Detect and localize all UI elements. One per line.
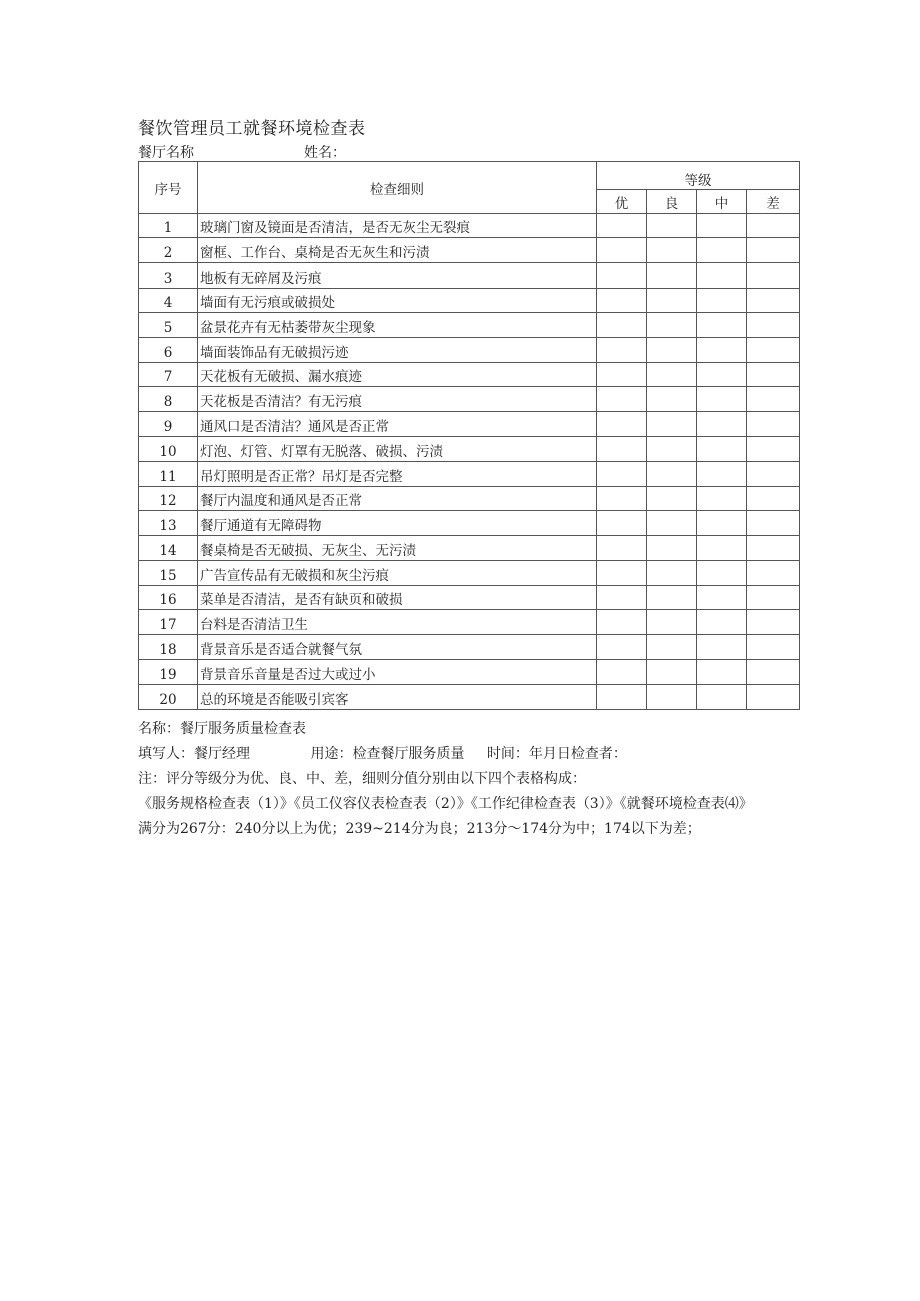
grade-cell-poor[interactable] xyxy=(747,660,800,685)
grade-cell-good[interactable] xyxy=(647,561,697,586)
grade-cell-average[interactable] xyxy=(697,660,747,685)
row-number: 10 xyxy=(139,437,198,462)
row-number: 3 xyxy=(139,263,198,289)
row-item: 墙面装饰品有无破损污迹 xyxy=(198,338,597,363)
inspection-table xyxy=(138,161,800,710)
restaurant-name-field[interactable] xyxy=(198,145,302,162)
grade-cell-average[interactable] xyxy=(697,536,747,561)
row-item: 墙面有无污痕或破损处 xyxy=(198,289,597,313)
header-grade-good: 良 xyxy=(647,190,697,214)
table-row xyxy=(139,660,800,685)
grade-cell-poor[interactable] xyxy=(747,387,800,412)
table-row xyxy=(139,214,800,238)
grade-cell-excellent[interactable] xyxy=(597,561,647,586)
grade-cell-good[interactable] xyxy=(647,263,697,289)
table-row xyxy=(139,437,800,462)
grade-cell-average[interactable] xyxy=(697,313,747,338)
grade-cell-excellent[interactable] xyxy=(597,412,647,437)
grade-cell-good[interactable] xyxy=(647,536,697,561)
row-item: 天花板有无破损、漏水痕迹 xyxy=(198,363,597,387)
grade-cell-excellent[interactable] xyxy=(597,660,647,685)
grade-cell-excellent[interactable] xyxy=(597,685,647,710)
table-row xyxy=(139,412,800,437)
row-number: 5 xyxy=(139,313,198,338)
table-row xyxy=(139,561,800,586)
grade-cell-excellent[interactable] xyxy=(597,289,647,313)
row-item: 背景音乐音量是否过大或过小 xyxy=(198,660,597,685)
grade-cell-poor[interactable] xyxy=(747,586,800,610)
row-item: 地板有无碎屑及污痕 xyxy=(198,263,597,289)
grade-cell-average[interactable] xyxy=(697,387,747,412)
grade-cell-average[interactable] xyxy=(697,363,747,387)
grade-cell-poor[interactable] xyxy=(747,238,800,263)
grade-cell-poor[interactable] xyxy=(747,363,800,387)
grade-cell-average[interactable] xyxy=(697,238,747,263)
person-name-label: 姓名： xyxy=(304,145,346,161)
grade-cell-average[interactable] xyxy=(697,511,747,536)
grade-cell-average[interactable] xyxy=(697,289,747,313)
grade-cell-average[interactable] xyxy=(697,338,747,363)
grade-cell-poor[interactable] xyxy=(747,610,800,635)
table-row xyxy=(139,338,800,363)
restaurant-name-label: 餐厅名称 xyxy=(138,145,194,161)
grade-cell-poor[interactable] xyxy=(747,561,800,586)
grade-cell-poor[interactable] xyxy=(747,289,800,313)
grade-cell-average[interactable] xyxy=(697,263,747,289)
row-number: 15 xyxy=(139,561,198,586)
grade-cell-poor[interactable] xyxy=(747,437,800,462)
row-item: 盆景花卉有无枯萎带灰尘现象 xyxy=(198,313,597,338)
grade-cell-poor[interactable] xyxy=(747,685,800,710)
header-grade: 等级 xyxy=(597,162,800,190)
header-grade-poor: 差 xyxy=(747,190,800,214)
notes-note: 注：评分等级分为优、良、中、差，细则分值分别由以下四个表格构成： xyxy=(138,771,586,787)
grade-cell-average[interactable] xyxy=(697,561,747,586)
grade-cell-excellent[interactable] xyxy=(597,610,647,635)
row-number: 16 xyxy=(139,586,198,610)
notes-filler: 填写人：餐厅经理 xyxy=(138,746,250,762)
grade-cell-good[interactable] xyxy=(647,685,697,710)
grade-cell-excellent[interactable] xyxy=(597,462,647,487)
grade-cell-good[interactable] xyxy=(647,214,697,238)
notes-name-line: 名称：餐厅服务质量检查表 xyxy=(138,721,306,737)
grade-cell-good[interactable] xyxy=(647,412,697,437)
table-row xyxy=(139,487,800,511)
row-number: 9 xyxy=(139,412,198,437)
row-number: 19 xyxy=(139,660,198,685)
grade-cell-good[interactable] xyxy=(647,660,697,685)
row-item: 灯泡、灯管、灯罩有无脱落、破损、污渍 xyxy=(198,437,597,462)
grade-cell-good[interactable] xyxy=(647,387,697,412)
grade-cell-good[interactable] xyxy=(647,238,697,263)
row-number: 2 xyxy=(139,238,198,263)
grade-cell-poor[interactable] xyxy=(747,462,800,487)
row-item: 玻璃门窗及镜面是否清洁，是否无灰尘无裂痕 xyxy=(198,214,597,238)
person-name-field[interactable] xyxy=(350,145,680,162)
notes-meta-line xyxy=(138,742,798,767)
grade-cell-good[interactable] xyxy=(647,462,697,487)
grade-cell-excellent[interactable] xyxy=(597,387,647,412)
table-row xyxy=(139,586,800,610)
grade-cell-good[interactable] xyxy=(647,363,697,387)
row-number: 7 xyxy=(139,363,198,387)
notes-score-line: 满分为267分：240分以上为优；239~214分为良；213分～174分为中；174以下为差； xyxy=(138,821,701,837)
row-item: 餐厅内温度和通风是否正常 xyxy=(198,487,597,511)
row-item: 广告宣传品有无破损和灰尘污痕 xyxy=(198,561,597,586)
grade-cell-good[interactable] xyxy=(647,289,697,313)
grade-cell-good[interactable] xyxy=(647,487,697,511)
grade-cell-average[interactable] xyxy=(697,214,747,238)
grade-cell-excellent[interactable] xyxy=(597,338,647,363)
grade-cell-poor[interactable] xyxy=(747,313,800,338)
grade-cell-good[interactable] xyxy=(647,586,697,610)
grade-cell-good[interactable] xyxy=(647,338,697,363)
grade-cell-poor[interactable] xyxy=(747,412,800,437)
grade-cell-average[interactable] xyxy=(697,462,747,487)
row-item: 通风口是否清洁？通风是否正常 xyxy=(198,412,597,437)
grade-cell-good[interactable] xyxy=(647,437,697,462)
table-row xyxy=(139,387,800,412)
row-item: 吊灯照明是否正常？吊灯是否完整 xyxy=(198,462,597,487)
grade-cell-average[interactable] xyxy=(697,586,747,610)
row-item: 餐厅通道有无障碍物 xyxy=(198,511,597,536)
header-fields xyxy=(138,142,680,162)
table-row xyxy=(139,313,800,338)
table-row xyxy=(139,610,800,635)
notes-time: 时间：年月日检查者： xyxy=(486,746,627,762)
grade-cell-excellent[interactable] xyxy=(597,363,647,387)
row-number: 14 xyxy=(139,536,198,561)
header-seq: 序号 xyxy=(139,162,198,214)
table-row xyxy=(139,238,800,263)
row-item: 窗框、工作台、桌椅是否无灰生和污渍 xyxy=(198,238,597,263)
table-row xyxy=(139,635,800,660)
row-number: 6 xyxy=(139,338,198,363)
notes-tables-line: 《服务规格检查表（1）》《员工仪容仪表检查表（2）》《工作纪律检查表（3）》《就餐环境检查表⑷》 xyxy=(138,796,753,812)
grade-cell-poor[interactable] xyxy=(747,536,800,561)
grade-cell-excellent[interactable] xyxy=(597,437,647,462)
row-number: 4 xyxy=(139,289,198,313)
table-row xyxy=(139,263,800,289)
row-number: 13 xyxy=(139,511,198,536)
notes-section xyxy=(138,717,798,842)
grade-cell-excellent[interactable] xyxy=(597,635,647,660)
table-row xyxy=(139,363,800,387)
notes-usage: 用途：检查餐厅服务质量 xyxy=(310,746,465,762)
row-number: 8 xyxy=(139,387,198,412)
grade-cell-excellent[interactable] xyxy=(597,511,647,536)
row-number: 11 xyxy=(139,462,198,487)
grade-cell-excellent[interactable] xyxy=(597,487,647,511)
grade-cell-average[interactable] xyxy=(697,412,747,437)
row-item: 天花板是否清洁？有无污痕 xyxy=(198,387,597,412)
grade-cell-average[interactable] xyxy=(697,437,747,462)
grade-cell-excellent[interactable] xyxy=(597,263,647,289)
grade-cell-average[interactable] xyxy=(697,685,747,710)
grade-cell-poor[interactable] xyxy=(747,635,800,660)
header-grade-average: 中 xyxy=(697,190,747,214)
table-row xyxy=(139,536,800,561)
grade-cell-average[interactable] xyxy=(697,635,747,660)
grade-cell-excellent[interactable] xyxy=(597,313,647,338)
table-row xyxy=(139,289,800,313)
grade-cell-excellent[interactable] xyxy=(597,214,647,238)
row-item: 总的环境是否能吸引宾客 xyxy=(198,685,597,710)
row-item: 背景音乐是否适合就餐气氛 xyxy=(198,635,597,660)
grade-cell-poor[interactable] xyxy=(747,338,800,363)
row-number: 1 xyxy=(139,214,198,238)
row-number: 12 xyxy=(139,487,198,511)
grade-cell-average[interactable] xyxy=(697,487,747,511)
row-item: 菜单是否清洁，是否有缺页和破损 xyxy=(198,586,597,610)
grade-cell-poor[interactable] xyxy=(747,263,800,289)
header-detail: 检查细则 xyxy=(198,162,597,214)
grade-cell-poor[interactable] xyxy=(747,214,800,238)
grade-cell-average[interactable] xyxy=(697,610,747,635)
row-item: 餐桌椅是否无破损、无灰尘、无污渍 xyxy=(198,536,597,561)
table-row xyxy=(139,462,800,487)
grade-cell-poor[interactable] xyxy=(747,511,800,536)
row-item: 台料是否清洁卫生 xyxy=(198,610,597,635)
row-number: 18 xyxy=(139,635,198,660)
header-grade-excellent: 优 xyxy=(597,190,647,214)
row-number: 17 xyxy=(139,610,198,635)
grade-cell-excellent[interactable] xyxy=(597,536,647,561)
row-number: 20 xyxy=(139,685,198,710)
table-row xyxy=(139,511,800,536)
table-row xyxy=(139,685,800,710)
grade-cell-good[interactable] xyxy=(647,635,697,660)
grade-cell-good[interactable] xyxy=(647,610,697,635)
grade-cell-excellent[interactable] xyxy=(597,586,647,610)
grade-cell-good[interactable] xyxy=(647,313,697,338)
grade-cell-excellent[interactable] xyxy=(597,238,647,263)
grade-cell-good[interactable] xyxy=(647,511,697,536)
document-title: 餐饮管理员工就餐环境检查表 xyxy=(138,119,366,139)
grade-cell-poor[interactable] xyxy=(747,487,800,511)
